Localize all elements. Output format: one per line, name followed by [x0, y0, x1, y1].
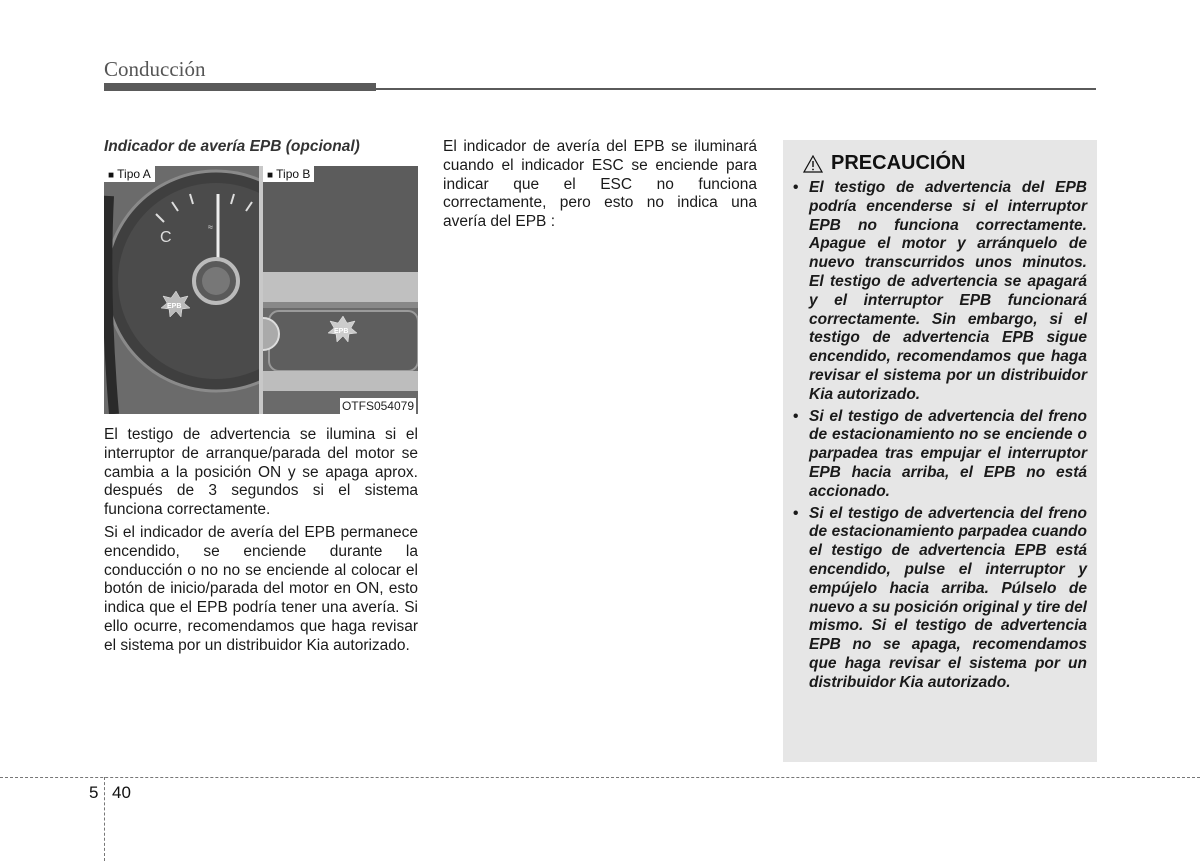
figure-label-type-b: ■ Tipo B: [263, 166, 314, 182]
figure-label-type-a: ■ Tipo A: [104, 166, 155, 182]
chapter-number: 5: [89, 783, 99, 802]
epb-indicator-figure: [104, 166, 418, 414]
header-bar-thick: [104, 83, 376, 91]
left-column-text: [104, 426, 418, 656]
warning-triangle-icon: [803, 155, 823, 173]
paragraph: El indicador de avería del EPB se iluminará cuando el indicador ESC se enciende para indicar que el ESC no funciona correctamente, pero esto no indica una avería del EPB :: [443, 138, 757, 231]
caution-title-text: PRECAUCIÓN: [831, 152, 966, 174]
svg-text:C: C: [160, 229, 172, 246]
epb-symbol-a: EPB: [167, 303, 182, 310]
footer-dashed-line: [0, 777, 1200, 778]
figure-type-a: [104, 166, 259, 414]
caution-title: [803, 152, 1087, 175]
caution-list: [793, 179, 1087, 693]
header-bar-thin: [376, 88, 1096, 90]
page-number: 40: [112, 783, 131, 802]
footer-dashed-vertical: [104, 777, 105, 861]
cluster-a-illustration: [104, 166, 259, 414]
caution-item: • Si el testigo de advertencia del freno de estacionamiento parpadea cuando el testigo de advertencia EPB está encendido, pulse el interruptor y empújelo hacia arriba. Púlselo de nuevo a su posición original y tire del mismo. Si el testigo de advertencia EPB no se apaga, recomendamos que haga revisar el sistema por un distribuidor Kia autorizado.: [793, 505, 1087, 693]
cluster-b-illustration: [263, 166, 418, 414]
paragraph: Si el indicador de avería del EPB permanece encendido, se enciende durante la conducción o no no se enciende al colocar el botón de inicio/parada del motor en ON, esto indica que el EPB podría tener una avería. Si ello ocurre, recomendamos que haga revisar el sistema por un distribuidor Kia autorizado.: [104, 523, 418, 654]
caution-item: • Si el testigo de advertencia del freno de estacionamiento no se enciende o parpadea tras empujar el interruptor EPB hacia arriba, el EPB no está accionado.: [793, 408, 1087, 502]
left-column: [104, 138, 418, 660]
page-header-title: Conducción: [104, 57, 206, 81]
middle-column-text: [443, 138, 757, 232]
caution-item: • El testigo de advertencia del EPB podría encenderse si el interruptor EPB no funciona correctamente. Apague el motor y arránquelo de nuevo transcurridos unos minutos. El testigo de advertencia se apagará y el interruptor EPB funcionará correctamente. Sin embargo, si el testigo de advertencia EPB sigue encendido, recomendamos que haga revisar el sistema por un distribuidor Kia autorizado.: [793, 179, 1087, 405]
middle-column: [443, 138, 757, 236]
figure-code: OTFS054079: [341, 399, 414, 413]
svg-text:≈: ≈: [208, 222, 213, 232]
figure-type-b: [263, 166, 418, 414]
paragraph: El testigo de advertencia se ilumina si el interruptor de arranque/parada del motor se cambia a la posición ON y se apaga aprox. después de 3 segundos si el sistema funciona correctamente.: [104, 426, 418, 519]
caution-box: [783, 140, 1097, 762]
epb-symbol-b: EPB: [334, 328, 349, 335]
section-heading: Indicador de avería EPB (opcional): [104, 138, 360, 155]
